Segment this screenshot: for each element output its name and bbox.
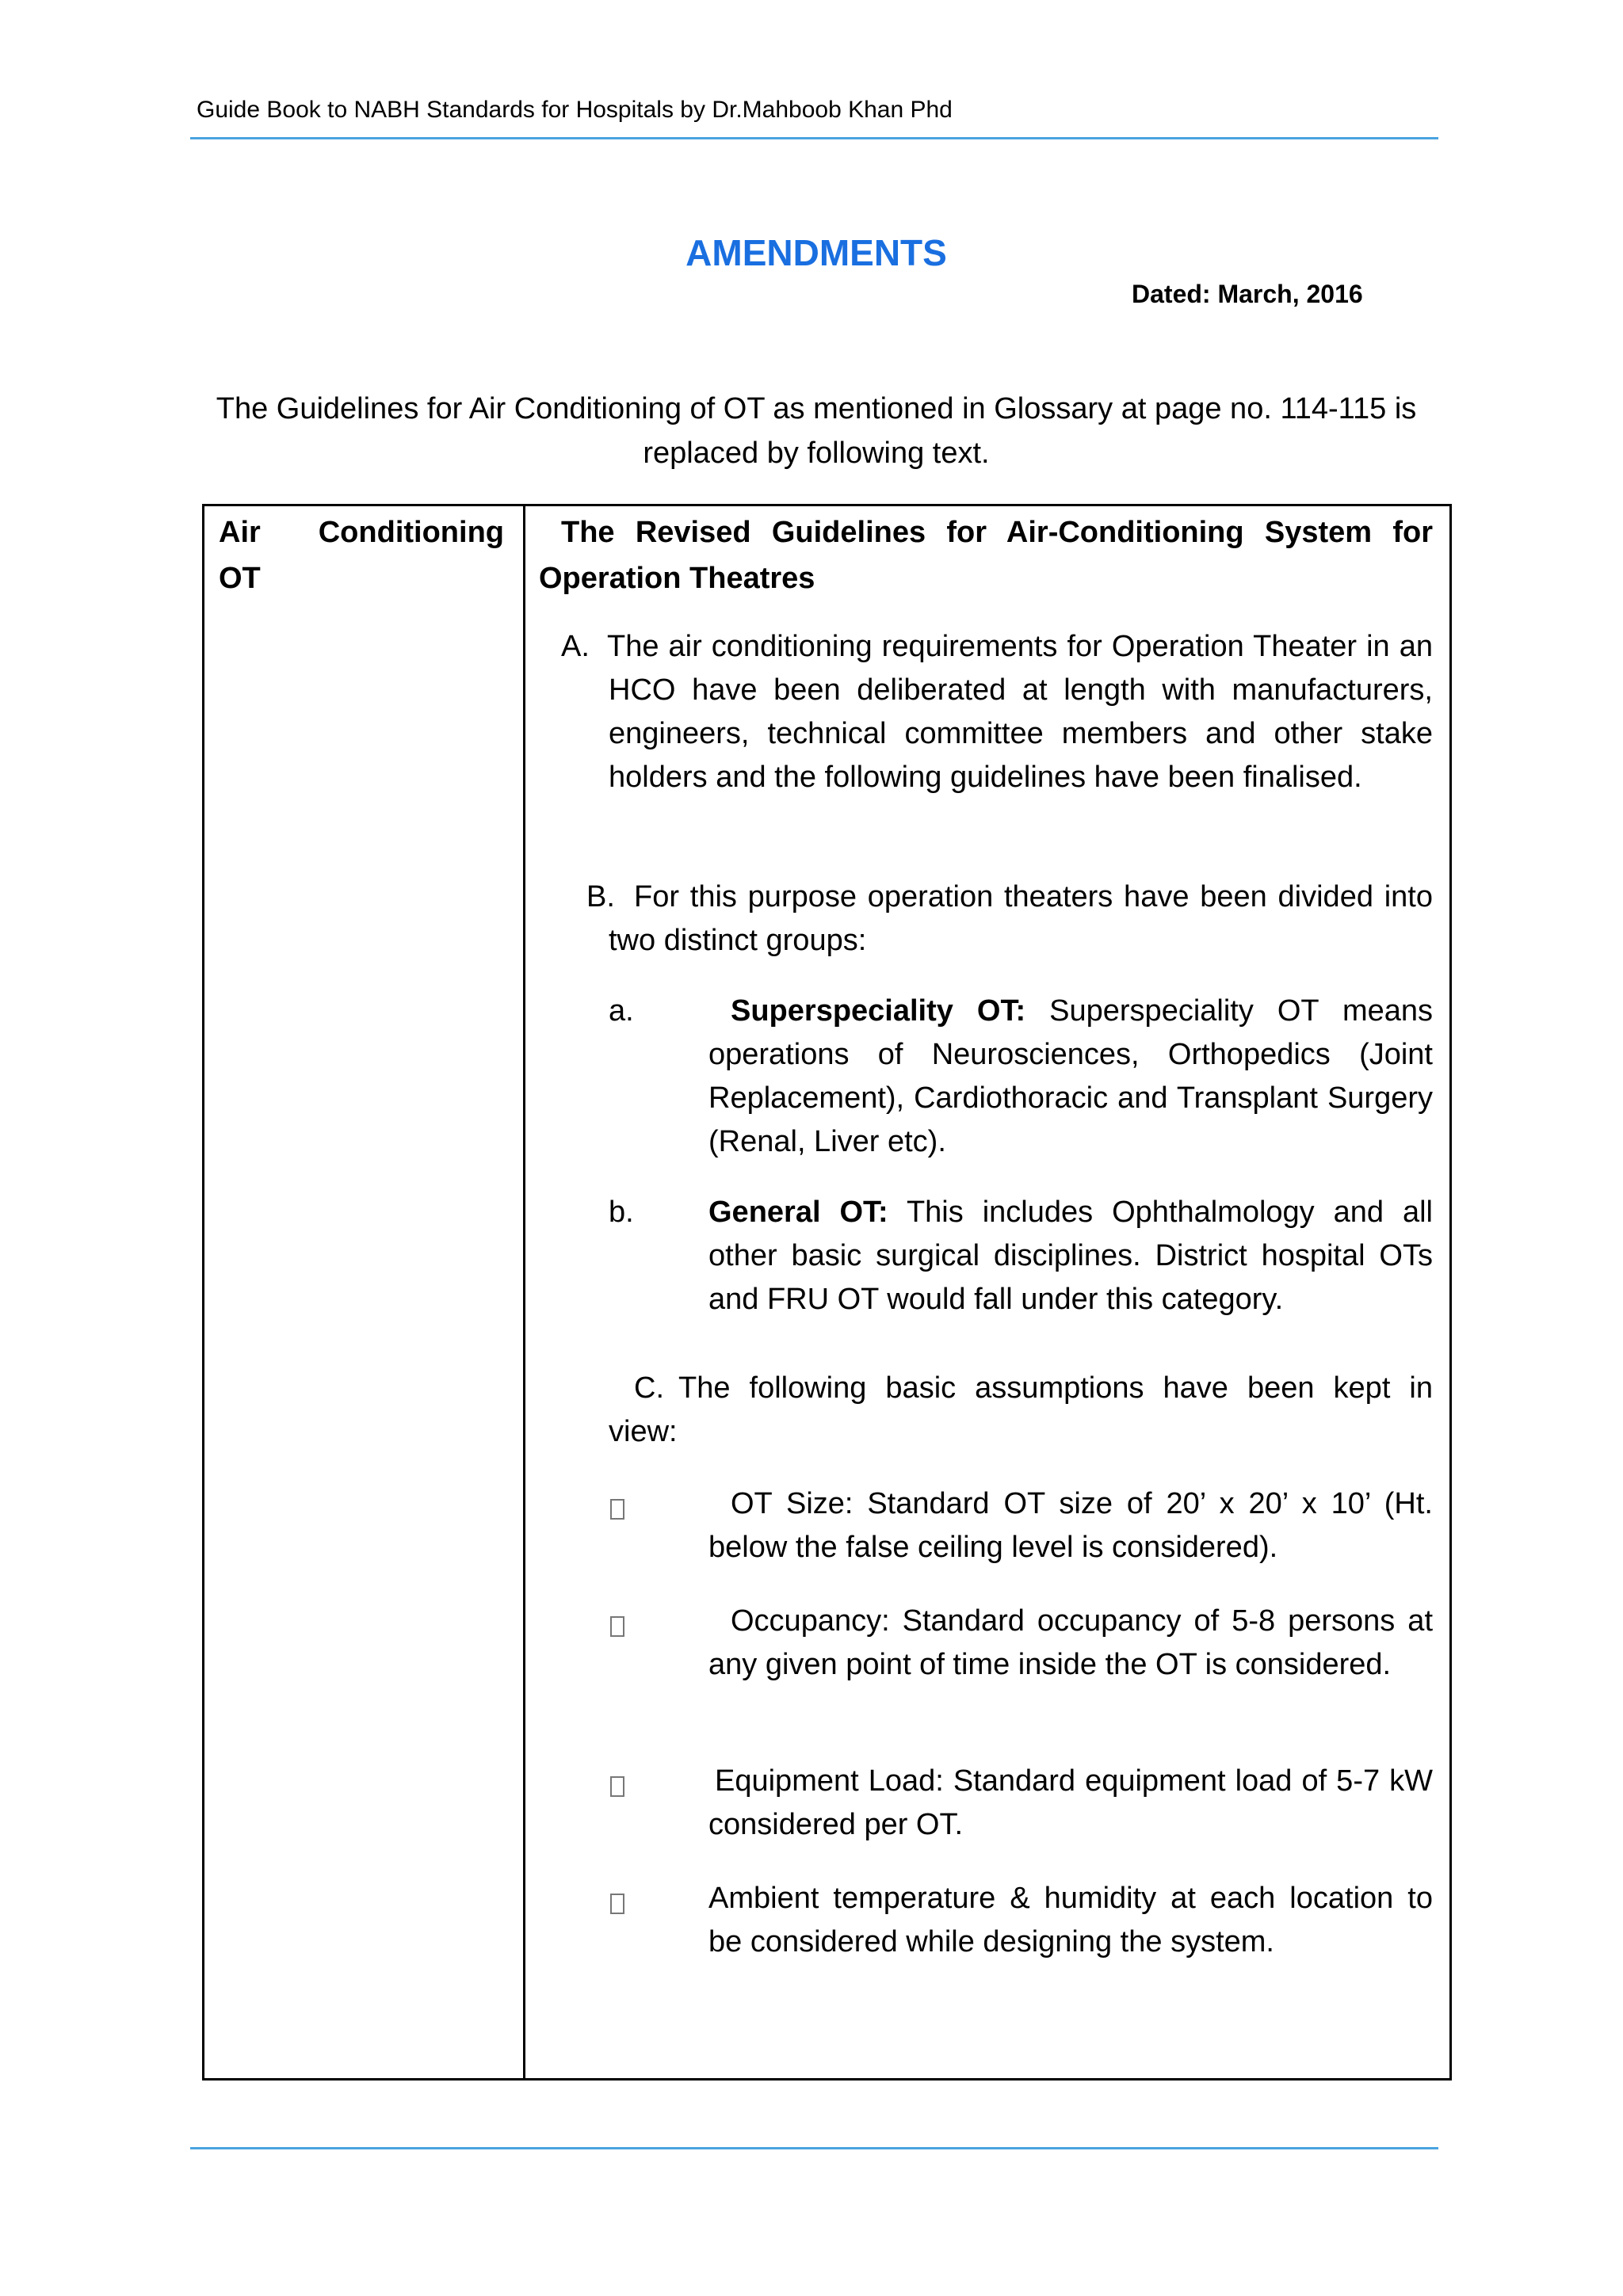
column-divider (523, 506, 525, 2078)
assumption-item (539, 1482, 1433, 1569)
page-title: AMENDMENTS (685, 232, 947, 273)
sub-item-b-text: General OT: This includes Ophthalmology and all other basic surgical disciplines. District hospital OTs and FRU OT would fall under this category. (708, 1196, 1433, 1316)
intro-paragraph: The Guidelines for Air Conditioning of OT as mentioned in Glossary at page no. 114-115 is replaced by following text. (216, 392, 1417, 470)
item-a-label: A. (561, 630, 590, 663)
item-c (539, 1367, 1433, 1454)
topic-word-3: OT (219, 562, 261, 595)
sub-item-b (539, 1191, 1433, 1322)
topic-word-2: Conditioning (318, 516, 504, 549)
assumption-text: Ambient temperature & humidity at each location to be considered while designing the system. (708, 1882, 1433, 1958)
bullet-box-icon (610, 1882, 624, 1925)
sub-item-b-term: General OT: (708, 1196, 888, 1229)
sub-item-a-text: Superspeciality OT: Superspeciality OT means operations of Neurosciences, Orthopedics (Joint Replacement), Cardiothoracic and Transplant Surgery (Renal, Liver etc). (708, 994, 1434, 1158)
bullet-box-icon (610, 1604, 624, 1648)
item-b (539, 875, 1433, 963)
header-rule (190, 137, 1438, 139)
item-c-label: C. (634, 1371, 664, 1405)
assumption-text: Equipment Load: Standard equipment load of 5-7 kW considered per OT. (708, 1764, 1433, 1841)
item-b-text: For this purpose operation theaters have been divided into two distinct groups: (609, 880, 1433, 957)
sub-item-a (539, 990, 1433, 1164)
assumption-item (539, 1600, 1433, 1687)
footer-rule (190, 2147, 1438, 2149)
sub-item-a-term: Superspeciality OT: (731, 994, 1026, 1028)
sub-item-a-label: a. (609, 994, 634, 1028)
date-line: Dated: March, 2016 (1132, 280, 1363, 308)
item-c-text: The following basic assumptions have been kept in view: (609, 1371, 1433, 1448)
guideline-heading: The Revised Guidelines for Air-Conditioning System for Operation Theatres (539, 516, 1433, 595)
running-header: Guide Book to NABH Standards for Hospitals by Dr.Mahboob Khan Phd (197, 97, 953, 123)
topic-cell (219, 509, 504, 601)
assumption-item (539, 1760, 1433, 1847)
guideline-cell (539, 509, 1434, 1958)
assumption-text: OT Size: Standard OT size of 20’ x 20’ x 10’ (Ht. below the false ceiling level is considered). (708, 1487, 1433, 1564)
item-b-label: B. (586, 880, 615, 913)
bullet-box-icon (610, 1764, 624, 1808)
topic-word-1: Air (219, 516, 261, 549)
item-a (539, 625, 1433, 799)
item-a-text: The air conditioning requirements for Operation Theater in an HCO have been deliberated at length with manufacturers, engineers, technical committee members and other stake holders and the following guidelines have been finalised. (607, 630, 1433, 794)
bullet-box-icon (610, 1487, 624, 1531)
sub-item-b-label: b. (609, 1196, 634, 1229)
assumption-text: Occupancy: Standard occupancy of 5-8 persons at any given point of time inside the OT is considered. (708, 1604, 1433, 1681)
assumption-item (539, 1877, 1433, 1964)
amendment-table (202, 504, 1452, 2081)
